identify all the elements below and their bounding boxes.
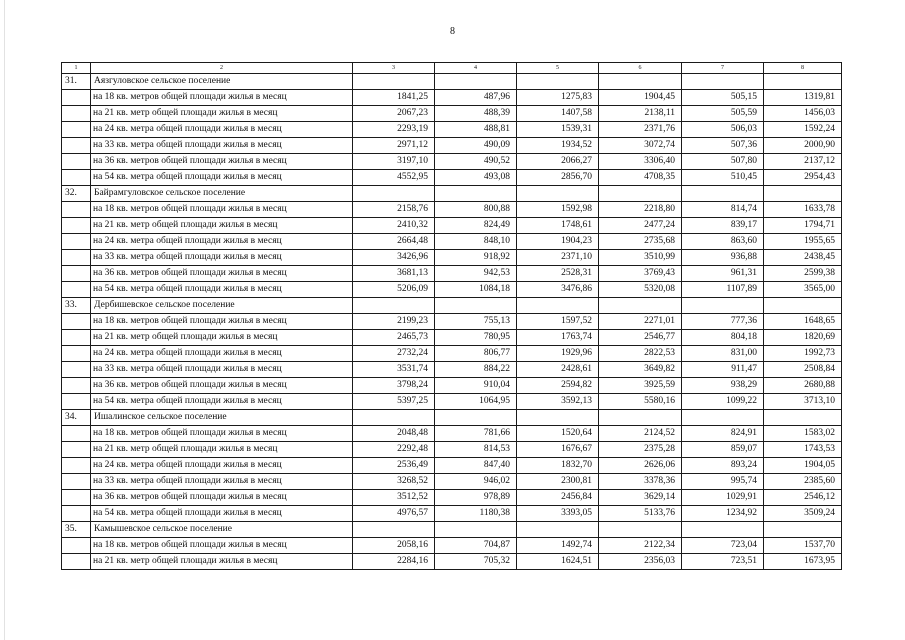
table-row xyxy=(62,218,842,234)
value-cell: 911,47 xyxy=(682,362,764,378)
empty-cell xyxy=(62,314,91,330)
value-cell: 2058,16 xyxy=(353,538,435,554)
column-header: 6 xyxy=(599,63,682,74)
value-cell: 5397,25 xyxy=(353,394,435,410)
value-cell: 2385,60 xyxy=(764,474,842,490)
value-cell: 1624,51 xyxy=(517,554,599,570)
empty-cell xyxy=(435,298,517,314)
value-cell: 2465,73 xyxy=(353,330,435,346)
value-cell: 1955,65 xyxy=(764,234,842,250)
column-header: 7 xyxy=(682,63,764,74)
row-label: на 33 кв. метра общей площади жилья в месяц xyxy=(91,138,353,154)
empty-cell xyxy=(62,362,91,378)
empty-cell xyxy=(62,282,91,298)
value-cell: 3268,52 xyxy=(353,474,435,490)
table-row xyxy=(62,170,842,186)
value-cell: 2536,49 xyxy=(353,458,435,474)
group-number: 33. xyxy=(62,298,91,314)
table-row xyxy=(62,154,842,170)
value-cell: 1820,69 xyxy=(764,330,842,346)
table-row xyxy=(62,346,842,362)
value-cell: 1319,81 xyxy=(764,90,842,106)
row-label: на 24 кв. метра общей площади жилья в месяц xyxy=(91,122,353,138)
value-cell: 910,04 xyxy=(435,378,517,394)
table-row xyxy=(62,538,842,554)
value-cell: 3798,24 xyxy=(353,378,435,394)
value-cell: 5320,08 xyxy=(599,282,682,298)
value-cell: 2371,10 xyxy=(517,250,599,266)
value-cell: 1537,70 xyxy=(764,538,842,554)
value-cell: 804,18 xyxy=(682,330,764,346)
table-row xyxy=(62,474,842,490)
value-cell: 1992,73 xyxy=(764,346,842,362)
value-cell: 507,36 xyxy=(682,138,764,154)
column-header: 2 xyxy=(91,63,353,74)
value-cell: 2456,84 xyxy=(517,490,599,506)
value-cell: 2066,27 xyxy=(517,154,599,170)
value-cell: 2271,01 xyxy=(599,314,682,330)
value-cell: 1492,74 xyxy=(517,538,599,554)
empty-cell xyxy=(682,186,764,202)
value-cell: 1064,95 xyxy=(435,394,517,410)
value-cell: 505,15 xyxy=(682,90,764,106)
value-cell: 1583,02 xyxy=(764,426,842,442)
value-cell: 806,77 xyxy=(435,346,517,362)
value-cell: 2954,43 xyxy=(764,170,842,186)
empty-cell xyxy=(62,218,91,234)
value-cell: 1748,61 xyxy=(517,218,599,234)
table-row xyxy=(62,106,842,122)
value-cell: 2508,84 xyxy=(764,362,842,378)
empty-cell xyxy=(517,298,599,314)
group-title: Аязгуловское сельское поселение xyxy=(91,74,353,90)
empty-cell xyxy=(62,330,91,346)
row-label: на 21 кв. метр общей площади жилья в месяц xyxy=(91,330,353,346)
empty-cell xyxy=(764,522,842,538)
value-cell: 2158,76 xyxy=(353,202,435,218)
page-number: 8 xyxy=(450,26,455,37)
value-cell: 1676,67 xyxy=(517,442,599,458)
group-number: 31. xyxy=(62,74,91,90)
value-cell: 1929,96 xyxy=(517,346,599,362)
value-cell: 839,17 xyxy=(682,218,764,234)
value-cell: 705,32 xyxy=(435,554,517,570)
empty-cell xyxy=(62,554,91,570)
value-cell: 2284,16 xyxy=(353,554,435,570)
group-title: Камышевское сельское поселение xyxy=(91,522,353,538)
table-row xyxy=(62,202,842,218)
empty-cell xyxy=(62,346,91,362)
value-cell: 800,88 xyxy=(435,202,517,218)
value-cell: 2546,77 xyxy=(599,330,682,346)
value-cell: 506,03 xyxy=(682,122,764,138)
table-row xyxy=(62,330,842,346)
table-row xyxy=(62,90,842,106)
value-cell: 490,09 xyxy=(435,138,517,154)
value-cell: 3476,86 xyxy=(517,282,599,298)
value-cell: 1084,18 xyxy=(435,282,517,298)
empty-cell xyxy=(599,522,682,538)
table-row xyxy=(62,314,842,330)
value-cell: 3592,13 xyxy=(517,394,599,410)
value-cell: 2599,38 xyxy=(764,266,842,282)
value-cell: 995,74 xyxy=(682,474,764,490)
value-cell: 2594,82 xyxy=(517,378,599,394)
empty-cell xyxy=(62,138,91,154)
value-cell: 2300,81 xyxy=(517,474,599,490)
empty-cell xyxy=(353,298,435,314)
value-cell: 755,13 xyxy=(435,314,517,330)
value-cell: 893,24 xyxy=(682,458,764,474)
row-label: на 18 кв. метров общей площади жилья в месяц xyxy=(91,314,353,330)
empty-cell xyxy=(682,298,764,314)
table-row xyxy=(62,554,842,570)
value-cell: 2375,28 xyxy=(599,442,682,458)
group-row xyxy=(62,186,842,202)
empty-cell xyxy=(62,490,91,506)
value-cell: 488,81 xyxy=(435,122,517,138)
empty-cell xyxy=(62,154,91,170)
value-cell: 4976,57 xyxy=(353,506,435,522)
value-cell: 2292,48 xyxy=(353,442,435,458)
empty-cell xyxy=(435,522,517,538)
row-label: на 36 кв. метров общей площади жилья в месяц xyxy=(91,490,353,506)
empty-cell xyxy=(764,186,842,202)
empty-cell xyxy=(764,410,842,426)
group-row xyxy=(62,74,842,90)
value-cell: 2218,80 xyxy=(599,202,682,218)
value-cell: 2428,61 xyxy=(517,362,599,378)
value-cell: 2856,70 xyxy=(517,170,599,186)
value-cell: 942,53 xyxy=(435,266,517,282)
value-cell: 777,36 xyxy=(682,314,764,330)
value-cell: 3426,96 xyxy=(353,250,435,266)
value-cell: 831,00 xyxy=(682,346,764,362)
value-cell: 704,87 xyxy=(435,538,517,554)
empty-cell xyxy=(682,522,764,538)
empty-cell xyxy=(62,474,91,490)
empty-cell xyxy=(62,202,91,218)
value-cell: 961,31 xyxy=(682,266,764,282)
value-cell: 1592,98 xyxy=(517,202,599,218)
table-body xyxy=(62,63,842,570)
value-cell: 2822,53 xyxy=(599,346,682,362)
value-cell: 1832,70 xyxy=(517,458,599,474)
value-cell: 938,29 xyxy=(682,378,764,394)
value-cell: 487,96 xyxy=(435,90,517,106)
row-label: на 54 кв. метра общей площади жилья в месяц xyxy=(91,282,353,298)
value-cell: 3509,24 xyxy=(764,506,842,522)
row-label: на 33 кв. метра общей площади жилья в месяц xyxy=(91,250,353,266)
empty-cell xyxy=(764,74,842,90)
table-row xyxy=(62,442,842,458)
value-cell: 1234,92 xyxy=(682,506,764,522)
column-header: 1 xyxy=(62,63,91,74)
value-cell: 4552,95 xyxy=(353,170,435,186)
value-cell: 814,74 xyxy=(682,202,764,218)
empty-cell xyxy=(62,106,91,122)
tariff-table xyxy=(61,62,842,570)
table-row xyxy=(62,362,842,378)
value-cell: 493,08 xyxy=(435,170,517,186)
value-cell: 3565,00 xyxy=(764,282,842,298)
row-label: на 21 кв. метр общей площади жилья в месяц xyxy=(91,218,353,234)
row-label: на 33 кв. метра общей площади жилья в месяц xyxy=(91,362,353,378)
empty-cell xyxy=(62,250,91,266)
row-label: на 33 кв. метра общей площади жилья в месяц xyxy=(91,474,353,490)
value-cell: 488,39 xyxy=(435,106,517,122)
empty-cell xyxy=(517,410,599,426)
row-label: на 21 кв. метр общей площади жилья в месяц xyxy=(91,554,353,570)
group-number: 35. xyxy=(62,522,91,538)
value-cell: 3531,74 xyxy=(353,362,435,378)
value-cell: 2546,12 xyxy=(764,490,842,506)
group-number: 32. xyxy=(62,186,91,202)
page-left-edge xyxy=(4,0,5,640)
value-cell: 824,49 xyxy=(435,218,517,234)
group-title: Байрамгуловское сельское поселение xyxy=(91,186,353,202)
empty-cell xyxy=(62,394,91,410)
row-label: на 24 кв. метра общей площади жилья в месяц xyxy=(91,346,353,362)
value-cell: 3197,10 xyxy=(353,154,435,170)
row-label: на 24 кв. метра общей площади жилья в месяц xyxy=(91,234,353,250)
value-cell: 490,52 xyxy=(435,154,517,170)
empty-cell xyxy=(435,410,517,426)
empty-cell xyxy=(62,90,91,106)
table-row xyxy=(62,426,842,442)
value-cell: 2410,32 xyxy=(353,218,435,234)
value-cell: 1763,74 xyxy=(517,330,599,346)
value-cell: 1407,58 xyxy=(517,106,599,122)
value-cell: 2199,23 xyxy=(353,314,435,330)
value-cell: 2528,31 xyxy=(517,266,599,282)
empty-cell xyxy=(517,186,599,202)
value-cell: 3378,36 xyxy=(599,474,682,490)
value-cell: 2067,23 xyxy=(353,106,435,122)
group-row xyxy=(62,298,842,314)
group-title: Дербишевское сельское поселение xyxy=(91,298,353,314)
value-cell: 3681,13 xyxy=(353,266,435,282)
value-cell: 1794,71 xyxy=(764,218,842,234)
empty-cell xyxy=(599,298,682,314)
value-cell: 781,66 xyxy=(435,426,517,442)
group-row xyxy=(62,410,842,426)
value-cell: 2626,06 xyxy=(599,458,682,474)
value-cell: 1633,78 xyxy=(764,202,842,218)
row-label: на 24 кв. метра общей площади жилья в месяц xyxy=(91,458,353,474)
value-cell: 1029,91 xyxy=(682,490,764,506)
value-cell: 2137,12 xyxy=(764,154,842,170)
row-label: на 21 кв. метр общей площади жилья в месяц xyxy=(91,442,353,458)
value-cell: 507,80 xyxy=(682,154,764,170)
group-row xyxy=(62,522,842,538)
empty-cell xyxy=(599,410,682,426)
value-cell: 946,02 xyxy=(435,474,517,490)
empty-cell xyxy=(517,74,599,90)
value-cell: 2477,24 xyxy=(599,218,682,234)
value-cell: 2971,12 xyxy=(353,138,435,154)
row-label: на 36 кв. метров общей площади жилья в месяц xyxy=(91,378,353,394)
empty-cell xyxy=(353,74,435,90)
empty-cell xyxy=(62,426,91,442)
value-cell: 847,40 xyxy=(435,458,517,474)
value-cell: 3769,43 xyxy=(599,266,682,282)
value-cell: 884,22 xyxy=(435,362,517,378)
value-cell: 1904,45 xyxy=(599,90,682,106)
value-cell: 2735,68 xyxy=(599,234,682,250)
value-cell: 936,88 xyxy=(682,250,764,266)
value-cell: 1841,25 xyxy=(353,90,435,106)
table-row xyxy=(62,378,842,394)
empty-cell xyxy=(62,506,91,522)
value-cell: 1275,83 xyxy=(517,90,599,106)
value-cell: 505,59 xyxy=(682,106,764,122)
column-header: 3 xyxy=(353,63,435,74)
value-cell: 863,60 xyxy=(682,234,764,250)
empty-cell xyxy=(599,186,682,202)
table-row xyxy=(62,138,842,154)
empty-cell xyxy=(353,522,435,538)
value-cell: 2000,90 xyxy=(764,138,842,154)
value-cell: 1934,52 xyxy=(517,138,599,154)
value-cell: 2371,76 xyxy=(599,122,682,138)
row-label: на 54 кв. метра общей площади жилья в месяц xyxy=(91,394,353,410)
value-cell: 510,45 xyxy=(682,170,764,186)
value-cell: 2124,52 xyxy=(599,426,682,442)
value-cell: 918,92 xyxy=(435,250,517,266)
row-label: на 54 кв. метра общей площади жилья в месяц xyxy=(91,170,353,186)
table-row xyxy=(62,234,842,250)
table-row xyxy=(62,506,842,522)
row-label: на 21 кв. метр общей площади жилья в месяц xyxy=(91,106,353,122)
value-cell: 4708,35 xyxy=(599,170,682,186)
value-cell: 2048,48 xyxy=(353,426,435,442)
value-cell: 3713,10 xyxy=(764,394,842,410)
empty-cell xyxy=(62,458,91,474)
value-cell: 1456,03 xyxy=(764,106,842,122)
row-label: на 36 кв. метров общей площади жилья в месяц xyxy=(91,266,353,282)
value-cell: 1597,52 xyxy=(517,314,599,330)
value-cell: 2438,45 xyxy=(764,250,842,266)
value-cell: 3512,52 xyxy=(353,490,435,506)
value-cell: 1904,05 xyxy=(764,458,842,474)
column-header: 4 xyxy=(435,63,517,74)
empty-cell xyxy=(62,170,91,186)
empty-cell xyxy=(62,234,91,250)
value-cell: 780,95 xyxy=(435,330,517,346)
empty-cell xyxy=(62,442,91,458)
group-title: Ишалинское сельское поселение xyxy=(91,410,353,426)
empty-cell xyxy=(353,410,435,426)
table-row xyxy=(62,266,842,282)
empty-cell xyxy=(62,538,91,554)
value-cell: 723,04 xyxy=(682,538,764,554)
empty-cell xyxy=(764,298,842,314)
value-cell: 2732,24 xyxy=(353,346,435,362)
row-label: на 36 кв. метров общей площади жилья в месяц xyxy=(91,154,353,170)
value-cell: 1539,31 xyxy=(517,122,599,138)
value-cell: 2680,88 xyxy=(764,378,842,394)
table-row xyxy=(62,250,842,266)
empty-cell xyxy=(435,74,517,90)
value-cell: 848,10 xyxy=(435,234,517,250)
column-header-row xyxy=(62,63,842,74)
value-cell: 2356,03 xyxy=(599,554,682,570)
value-cell: 5206,09 xyxy=(353,282,435,298)
empty-cell xyxy=(682,74,764,90)
value-cell: 3925,59 xyxy=(599,378,682,394)
value-cell: 3629,14 xyxy=(599,490,682,506)
value-cell: 2293,19 xyxy=(353,122,435,138)
table-row xyxy=(62,458,842,474)
value-cell: 5133,76 xyxy=(599,506,682,522)
value-cell: 859,07 xyxy=(682,442,764,458)
value-cell: 1180,38 xyxy=(435,506,517,522)
empty-cell xyxy=(62,378,91,394)
value-cell: 978,89 xyxy=(435,490,517,506)
column-header: 8 xyxy=(764,63,842,74)
value-cell: 2122,34 xyxy=(599,538,682,554)
value-cell: 824,91 xyxy=(682,426,764,442)
table-row xyxy=(62,122,842,138)
column-header: 5 xyxy=(517,63,599,74)
empty-cell xyxy=(62,266,91,282)
value-cell: 5580,16 xyxy=(599,394,682,410)
value-cell: 3393,05 xyxy=(517,506,599,522)
row-label: на 18 кв. метров общей площади жилья в месяц xyxy=(91,202,353,218)
row-label: на 54 кв. метра общей площади жилья в месяц xyxy=(91,506,353,522)
value-cell: 1099,22 xyxy=(682,394,764,410)
row-label: на 18 кв. метров общей площади жилья в месяц xyxy=(91,90,353,106)
table-row xyxy=(62,394,842,410)
value-cell: 2138,11 xyxy=(599,106,682,122)
value-cell: 1743,53 xyxy=(764,442,842,458)
value-cell: 1904,23 xyxy=(517,234,599,250)
value-cell: 3510,99 xyxy=(599,250,682,266)
value-cell: 3072,74 xyxy=(599,138,682,154)
value-cell: 1673,95 xyxy=(764,554,842,570)
empty-cell xyxy=(682,410,764,426)
empty-cell xyxy=(435,186,517,202)
value-cell: 1592,24 xyxy=(764,122,842,138)
empty-cell xyxy=(517,522,599,538)
value-cell: 1520,64 xyxy=(517,426,599,442)
table-row xyxy=(62,490,842,506)
row-label: на 18 кв. метров общей площади жилья в месяц xyxy=(91,426,353,442)
table-row xyxy=(62,282,842,298)
value-cell: 2664,48 xyxy=(353,234,435,250)
value-cell: 1648,65 xyxy=(764,314,842,330)
empty-cell xyxy=(62,122,91,138)
empty-cell xyxy=(353,186,435,202)
value-cell: 3649,82 xyxy=(599,362,682,378)
group-number: 34. xyxy=(62,410,91,426)
value-cell: 814,53 xyxy=(435,442,517,458)
value-cell: 3306,40 xyxy=(599,154,682,170)
value-cell: 1107,89 xyxy=(682,282,764,298)
row-label: на 18 кв. метров общей площади жилья в месяц xyxy=(91,538,353,554)
empty-cell xyxy=(599,74,682,90)
value-cell: 723,51 xyxy=(682,554,764,570)
